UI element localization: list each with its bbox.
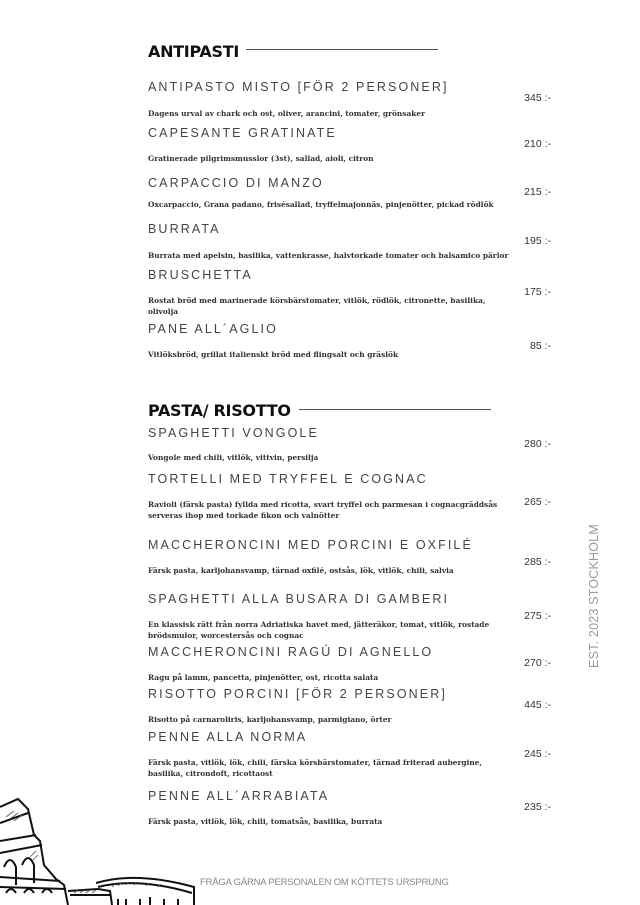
dish-name: CAPESANTE GRATINATE [148, 126, 337, 140]
dish-price: 445 :- [524, 699, 551, 711]
dish-description: Dagens urval av chark och ost, oliver, arancini, tomater, grönsaker [148, 109, 425, 118]
dish-name: CARPACCIO DI MANZO [148, 176, 324, 190]
dish-price: 215 :- [524, 186, 551, 198]
established-label: EST. 2023 STOCKHOLM [587, 524, 601, 668]
section-heading-pasta-risotto: PASTA/ RISOTTO [148, 401, 291, 420]
dish-description: Färsk pasta, vitlök, lök, chili, färska körsbärstomater, tärnad friterad aubergine, basilika, citrondoft, ricottaost [148, 758, 482, 778]
dish-name: PENNE ALLA NORMA [148, 730, 308, 744]
dish-name: MACCHERONCINI RAGÚ DI AGNELLO [148, 645, 434, 659]
dish-price: 270 :- [524, 657, 551, 669]
dish-name: PENNE ALL´ARRABIATA [148, 789, 330, 803]
dish-description: Ravioli (färsk pasta) fyllda med ricotta, svart tryffel och parmesan i cognacgräddsås serveras ihop med torkade fikon och valnötter [148, 500, 498, 520]
section-heading-antipasti: ANTIPASTI [148, 42, 239, 61]
heading-divider [246, 49, 438, 50]
dish-price: 245 :- [524, 748, 551, 760]
dish-description: Vongole med chili, vitlök, vittvin, persilja [148, 453, 319, 462]
dish-description: Burrata med apelsin, basilika, vattenkrasse, halvtorkade tomater och balsamico pärlor [148, 251, 509, 260]
dish-description: Färsk pasta, karljohansvamp, tärnad oxfilé, ostsås, lök, vitlök, chili, salvia [148, 566, 454, 575]
dish-price: 175 :- [524, 286, 551, 298]
dish-price: 85 :- [529, 340, 551, 352]
dish-name: MACCHERONCINI MED PORCINI E OXFILÉ [148, 538, 473, 552]
dish-name: SPAGHETTI ALLA BUSARA DI GAMBERI [148, 592, 450, 606]
dish-price: 345 :- [524, 92, 551, 104]
heading-divider [299, 409, 491, 410]
dish-price: 280 :- [524, 438, 551, 450]
dish-price: 235 :- [524, 801, 551, 813]
dish-description: Rostat bröd med marinerade körsbärstomater, vitlök, rödlök, citronette, basilika, olivolja [148, 296, 486, 316]
footer-note: FRÅGA GÄRNA PERSONALEN OM KÖTTETS URSPRUNG [200, 877, 449, 888]
dish-name: BURRATA [148, 222, 221, 236]
dish-description: Risotto på carnaroliris, karljohansvamp, parmigiano, örter [148, 715, 392, 724]
dish-description: En klassisk rätt från norra Adriatiska havet med, jätteräkor, tomat, vitlök, rostade brödsmulor, worcestersås och cognac [148, 620, 490, 640]
dish-name: ANTIPASTO MISTO [FÖR 2 PERSONER] [148, 80, 449, 94]
dish-price: 265 :- [524, 496, 551, 508]
dish-description: Gratinerade pilgrimsmusslor (3st), sallad, aioli, citron [148, 154, 374, 163]
dish-name: TORTELLI MED TRYFFEL E COGNAC [148, 472, 428, 486]
dish-price: 285 :- [524, 556, 551, 568]
dish-description: Oxcarpaccio, Grana padano, frisésallad, tryffelmajonnäs, pinjenötter, pickad rödlök [148, 200, 494, 209]
colosseum-illustration-icon [0, 795, 200, 905]
dish-name: PANE ALL´AGLIO [148, 322, 278, 336]
dish-price: 210 :- [524, 138, 551, 150]
dish-name: RISOTTO PORCINI [FÖR 2 PERSONER] [148, 687, 447, 701]
dish-description: Vitlöksbröd, grillat italienskt bröd med flingsalt och gräslök [148, 350, 399, 359]
dish-price: 195 :- [524, 235, 551, 247]
dish-description: Ragu på lamm, pancetta, pinjenötter, ost, ricotta salata [148, 673, 379, 682]
dish-price: 275 :- [524, 610, 551, 622]
dish-description: Färsk pasta, vitlök, lök, chili, tomatsås, basilika, burrata [148, 817, 383, 826]
dish-name: SPAGHETTI VONGOLE [148, 426, 319, 440]
dish-name: BRUSCHETTA [148, 268, 253, 282]
